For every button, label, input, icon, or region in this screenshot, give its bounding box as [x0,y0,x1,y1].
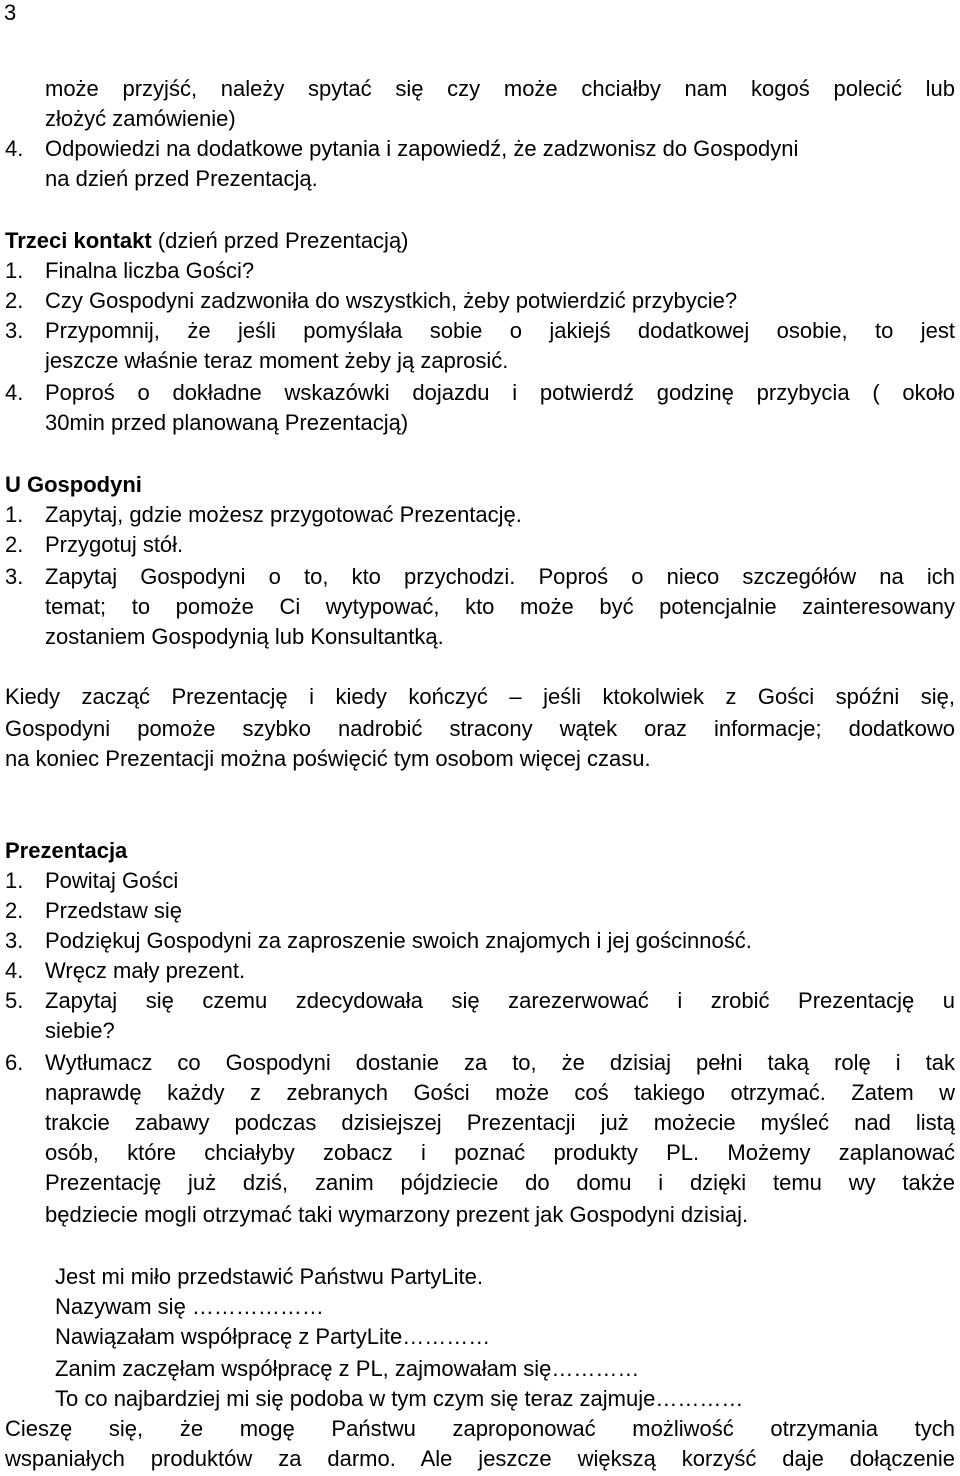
list-text: Przygotuj stół. [45,532,184,557]
paragraph-line: Gospodyni pomoże szybko nadrobić stracony wątek oraz informacje; dodatkowo [5,716,955,741]
list-text-cont: trakcie zabawy podczas dzisiejszej Prezentacji już możecie myśleć nad listą [45,1110,955,1135]
presentation-heading: Prezentacja [5,838,128,863]
list-text: Przedstaw się [45,898,182,923]
list-text: Czy Gospodyni zadzwoniła do wszystkich, żeby potwierdzić przybycie? [45,288,738,313]
script-line: Zanim zaczęłam współpracę z PL, zajmowałam się………… [55,1356,640,1381]
list-number: 5. [5,988,24,1013]
list-item [5,500,522,530]
list-item [5,956,245,986]
list-text-cont: 30min przed planowaną Prezentacją) [45,410,409,435]
list-number: 1. [5,868,24,893]
list-number: 6. [5,1050,24,1075]
page-number: 3 [4,0,17,25]
list-text: Zapytaj, gdzie możesz przygotować Prezentację. [45,502,522,527]
list-item [5,926,752,956]
third-contact-heading [5,226,409,256]
list-item [5,286,737,316]
list-text-cont: naprawdę każdy z zebranych Gości może coś takiego otrzymać. Zatem w [45,1080,955,1105]
list-text-cont: osób, które chciałyby zobacz i poznać produkty PL. Możemy zaplanować [45,1140,955,1165]
list-item [5,562,45,592]
list-text: Wytłumacz co Gospodyni dostanie za to, że dzisiaj pełni taką rolę i tak [45,1050,955,1075]
list-text-cont: siebie? [45,1018,115,1043]
list-text: Poproś o dokładne wskazówki dojazdu i potwierdź godzinę przybycia ( około [45,380,955,405]
list-item [5,316,45,346]
paragraph-line: Kiedy zacząć Prezentację i kiedy kończyć – jeśli ktokolwiek z Gości spóźni się, [5,684,955,709]
paragraph-line: na koniec Prezentacji można poświęcić tym osobom więcej czasu. [5,746,651,771]
list-number: 2. [5,532,24,557]
list-text-cont: temat; to pomoże Ci wytypować, kto może być potencjalnie zainteresowany [45,594,955,619]
list-number: 1. [5,502,24,527]
list-text: Zapytaj się czemu zdecydowała się zarezerwować i zrobić Prezentację u [45,988,955,1013]
intro-line-1: może przyjść, należy spytać się czy może chciałby nam kogoś polecić lub [45,76,955,101]
list-item [5,986,45,1016]
list-number: 3. [5,564,24,589]
list-item [5,256,254,286]
list-item [5,530,183,560]
list-text: Odpowiedzi na dodatkowe pytania i zapowiedź, że zadzwonisz do Gospodyni [45,136,799,161]
list-text: Powitaj Gości [45,868,179,893]
list-text-cont: Prezentację już dziś, zanim pójdziecie do domu i dzięki temu wy także [45,1170,955,1195]
script-line: To co najbardziej mi się podoba w tym czym się teraz zajmuje………… [55,1386,744,1411]
list-number: 4. [5,136,24,161]
list-number: 3. [5,928,24,953]
script-line: Nazywam się ……………… [55,1294,324,1319]
intro-item-4-cont: na dzień przed Prezentacją. [45,166,318,191]
list-number: 4. [5,958,24,983]
list-text-cont: będziecie mogli otrzymać taki wymarzony prezent jak Gospodyni dzisiaj. [45,1202,749,1227]
list-text: Zapytaj Gospodyni o to, kto przychodzi. Poproś o nieco szczegółów na ich [45,564,955,589]
heading-rest: (dzień przed Prezentacją) [151,228,409,253]
list-item [5,896,182,926]
intro-item-4 [5,134,798,164]
list-item [5,1048,45,1078]
script-line: Jest mi miło przedstawić Państwu PartyLite. [55,1264,483,1289]
closing-line: wspaniałych produktów za darmo. Ale jeszcze większą korzyść daje dołączenie [5,1446,955,1471]
list-item [5,866,178,896]
list-item [5,378,45,408]
list-number: 4. [5,380,24,405]
heading-bold: Trzeci kontakt [5,228,152,253]
list-number: 1. [5,258,24,283]
list-number: 3. [5,318,24,343]
at-host-heading: U Gospodyni [5,472,142,497]
intro-line-2: złożyć zamówienie) [45,106,236,131]
list-text: Finalna liczba Gości? [45,258,255,283]
list-text-cont: jeszcze właśnie teraz moment żeby ją zaprosić. [45,348,509,373]
script-line: Nawiązałam współpracę z PartyLite………… [55,1324,491,1349]
list-text: Podziękuj Gospodyni za zaproszenie swoich znajomych i jej gościnność. [45,928,752,953]
closing-line: Cieszę się, że mogę Państwu zaproponować możliwość otrzymania tych [5,1416,955,1441]
list-text-cont: zostaniem Gospodynią lub Konsultantką. [45,624,444,649]
list-number: 2. [5,288,24,313]
list-text: Przypomnij, że jeśli pomyślała sobie o jakiejś dodatkowej osobie, to jest [45,318,955,343]
list-number: 2. [5,898,24,923]
list-text: Wręcz mały prezent. [45,958,246,983]
